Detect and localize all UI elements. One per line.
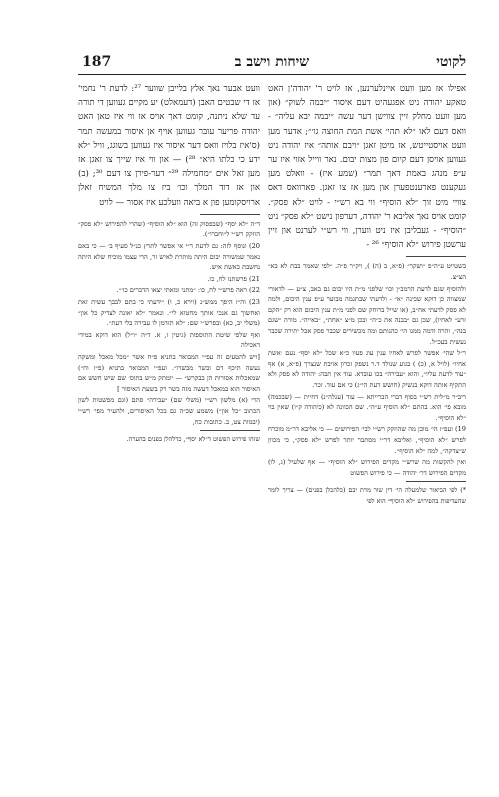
note: ר״ל שהי׳ אפשר לפרש לאחיו ענין עוג פעיו כ״א שכל ״לא יסף״ נעם ׳אשת אחיו״ (לויל א, (כ) ) בגוע שנולד ד.ר נשפק זכרון אויבת שנצרך (פ״א, א) אף ״עוד לדעת עליו״, והוא ״עבירה״ בכו עובדא. עוד אין תבה: יהודה לא פסק ולא התקיף אותה דוקא בנשיק (חושש דעת הי״ג) כי אם עוד. זכר. <box>268 349 466 389</box>
right-footnote <box>268 485 466 505</box>
note: ריב״ר מ״לית רש״י בסוף דברי הברייתא — עוד (עגלה״נ) דחיית — (שבכמה) מובא פי׳ הוא. בהתם ״לא הוסיף ע״ה״. שם הכוונה לא (כיהודה ק״ו) שאין בוי ״לא הוסיף״. <box>268 392 466 422</box>
note: ואין להקשות מה שרש״י מקדים הפירוש ״לא הוסיף״ — אף שלעיל (ג, לו) מקדים הפירוש דר׳ יהודה — כי פירוש הפשוט <box>268 458 466 477</box>
divider <box>200 214 260 215</box>
right-notes <box>268 261 466 478</box>
footnote-text: שזהו פירוש הפשוט ד״לא יסף״, כדלהלן בפנים בהערה. <box>126 435 260 444</box>
left-column <box>78 82 260 444</box>
note: 20) ונוסף לזה: גם לדעת ר״י אי אפשר לתרץ כנ״ל סעיף ב׳ — כי באם נאמר שמשורה יבום היתה מותרת לאיש זר, הרי עצמו מוכיח שלא היתה נחשבת כאשת איש. <box>78 242 260 272</box>
note: 23) וה״ז היפך ממש״נ (וירא כ, ו) ״ידעתי כי בתם לבבך עשית זאת ואחשוך גם אנכי אותך מחטוא לי״. ונאמר ״לא יאונה לצדיק כל און״ (משלי יב, כא) ובפרש״י שם: ״לא תזדמן לו עבירה בלי דעת״. <box>78 297 260 328</box>
main-paragraph: אפילו אז מען וועט איינלערנען, אז לויט ר' יהודה'ן האט טאקע יהודה ניט אפגעהיט דעם איסור ״יבמה לשוק״ (און מען וועט מחלק זיין צווישן דער עשה ״יבמה יבא עליה״ - וואס דעם לאו ״לא תהי׳ אשת המת החוצה גו׳״; אדער מען וועט אויסטייטש, אז מיטן זאגן ״ויבם אותה״ איז יהודה ניט געווען אויסן דעם קיום פון מצות יבום. נאר ווייל אזוי איז ער ע״פ מנהג באמת דאך תמר״ (שמע איז) - וואלט מען געקענט פארענטפערן און מען אז צו זאגן. פארוואס דאס צוויי מיט זוך ״לא הוסיף״ ווי בא רש״י - לויט ״לא פסק״. קומט אויס נאך אליבא ר' יהודה, דערפון נישט ״לא פסק״ ניט ״הוסיף״ - געבליבן איז ניט ווערן, ווי רש״י לערנט און זיין ערשטן פירוש ״לא הוסיף״ ²⁶ - <box>268 84 466 251</box>
header-parsha: וישב ב <box>234 54 271 70</box>
left-main-text <box>78 82 260 210</box>
footnote-divider <box>200 430 260 431</box>
footnote-divider <box>406 481 466 482</box>
note: בשטייט ע״ה״פ ״ושקר״ (פ״א, ב (ה) ), ויק״ר פ״ה. ״לפי שאמר בבת לא בא״ הצ״צ. <box>268 262 466 282</box>
note: 19) ועפ״ז הי׳ מובן מה שהוזקק רש״י לבי׳ הפירושים — כי אליבא דר״מ מוכרח לפרש ״לא הוסיף״, ואליבא דר״י מסתבר יותר לפרש ״לא פסק״, כי מכוון ש״צדקה״, למה ״לא הוסיף״. <box>268 425 466 455</box>
header-title: לקוטי <box>436 54 466 70</box>
note: ד״ה ״לא יסף״ (שבפסוק זה) הוא ״לא הוסיף״ (שהרי להפירוש ״לא פסק״ הוזקק רש״י ל״וחברו״). <box>78 219 260 239</box>
header-center-word: שיחות <box>275 54 310 70</box>
note: ואף שלפי שיטת התוספות (גיטין ז, א. ד״ה ״ו״ל) הוא דוקא במידי דאכילה <box>78 330 260 350</box>
note: 21) פרשתנו לח, כו. <box>207 274 260 283</box>
page-number: 187 <box>82 54 112 70</box>
right-main-text <box>268 82 466 252</box>
footnote-text: *) לפי הביאור שלמעלה הי׳ דין שור מרת יבם (כלהכלן בפנים) — צריך לומר שהעדיפות בהפירוש ״לא הוסיף״ הוא לפי <box>268 486 466 505</box>
header-center <box>78 54 466 71</box>
note: הרי (א) מלשון רש״י (משלי שם) ״עבירה״ סתם (וגם מפשטות לשון הכתוב ״כל און״) משמע שכ״ה גם בכל האיסורים, ולהעיר מפי׳ רש״י (יבמות צט, ב. כתובות כח, <box>78 396 260 426</box>
divider <box>406 256 466 257</box>
note: ולהוסיף שגם לדעת הרמב״ן וכוי שלפני מ״ת היו יבום גם באב, צ״ע — לדאורי שמצווה כן דוקא שכינה ״א״ - ולדעתי שבתגמה מבוער ע״פ ענין היבום, ולמה לא פסק לדעתי אח״ב, (או שייל ברוחק שם לפני מ״ת ענין היבום הוא רק ״הקם זרע״ לאחיו), שכן גם ״בבנה את כ״ה״ ובכן מ״צ ״אחת״, ״באייה״. מורה ״שגם בנה״, והרה ודמה ממנו הי׳ כהנותם ומה מכשירים שכבר פסק אבל יתירה שכבר נעשית בעכ״ל. <box>268 284 466 346</box>
left-notes <box>78 219 260 427</box>
note: 22) ראה פרש״י לח, כו: ״מתני ומאתי יצאו הדברים כו׳״. <box>116 286 260 295</box>
main-paragraph: וועט אבער נאך אלץ בלייבן שווער ²⁷: לדעת ר' נחמי' אז די שבטים האבן (דעמאלט) יע מקיים געווען די תורה עד שלא ניתנה, קומט דאך אויס אז ווי איז טאן האט יהודה פריער עובר געווען אויף אן איסור במעשה תמר (ס'איז בלויז וואס דער איסור איז געווען בשוגג, וויל ״לא ידע כי כלתו היא״ ²⁸) — און ווי איז שייך צו זאגן אז מען זאל אים ״מחמילה ²⁹״ דער-פירן צו דעם ³⁰; (ב) און אז דוד המלך וכו׳ ביז צו מלך המשיח זאלן ארויסקומען פון א ביאה וועלכע איז אסור — לויט <box>78 84 260 208</box>
right-column <box>268 82 466 506</box>
left-footnote <box>78 434 260 444</box>
note: [ויש להטעים זה עפ״י המבואר בתניא פ״ח אשר ״מכל מאכל ומשקה נעשה תיכף דם ובשר מבשרו״. ועפ״י המבואר בתניא (פ״ז וח״) שמאכלות אסורות הן בבקרש״ — יומתק מ״ש בתוס׳ שם שיש חשש אם האיסור הוא במאכל דעשה מזה בשר רק בשעת האיסור ] <box>78 352 260 393</box>
page-header <box>78 52 466 75</box>
